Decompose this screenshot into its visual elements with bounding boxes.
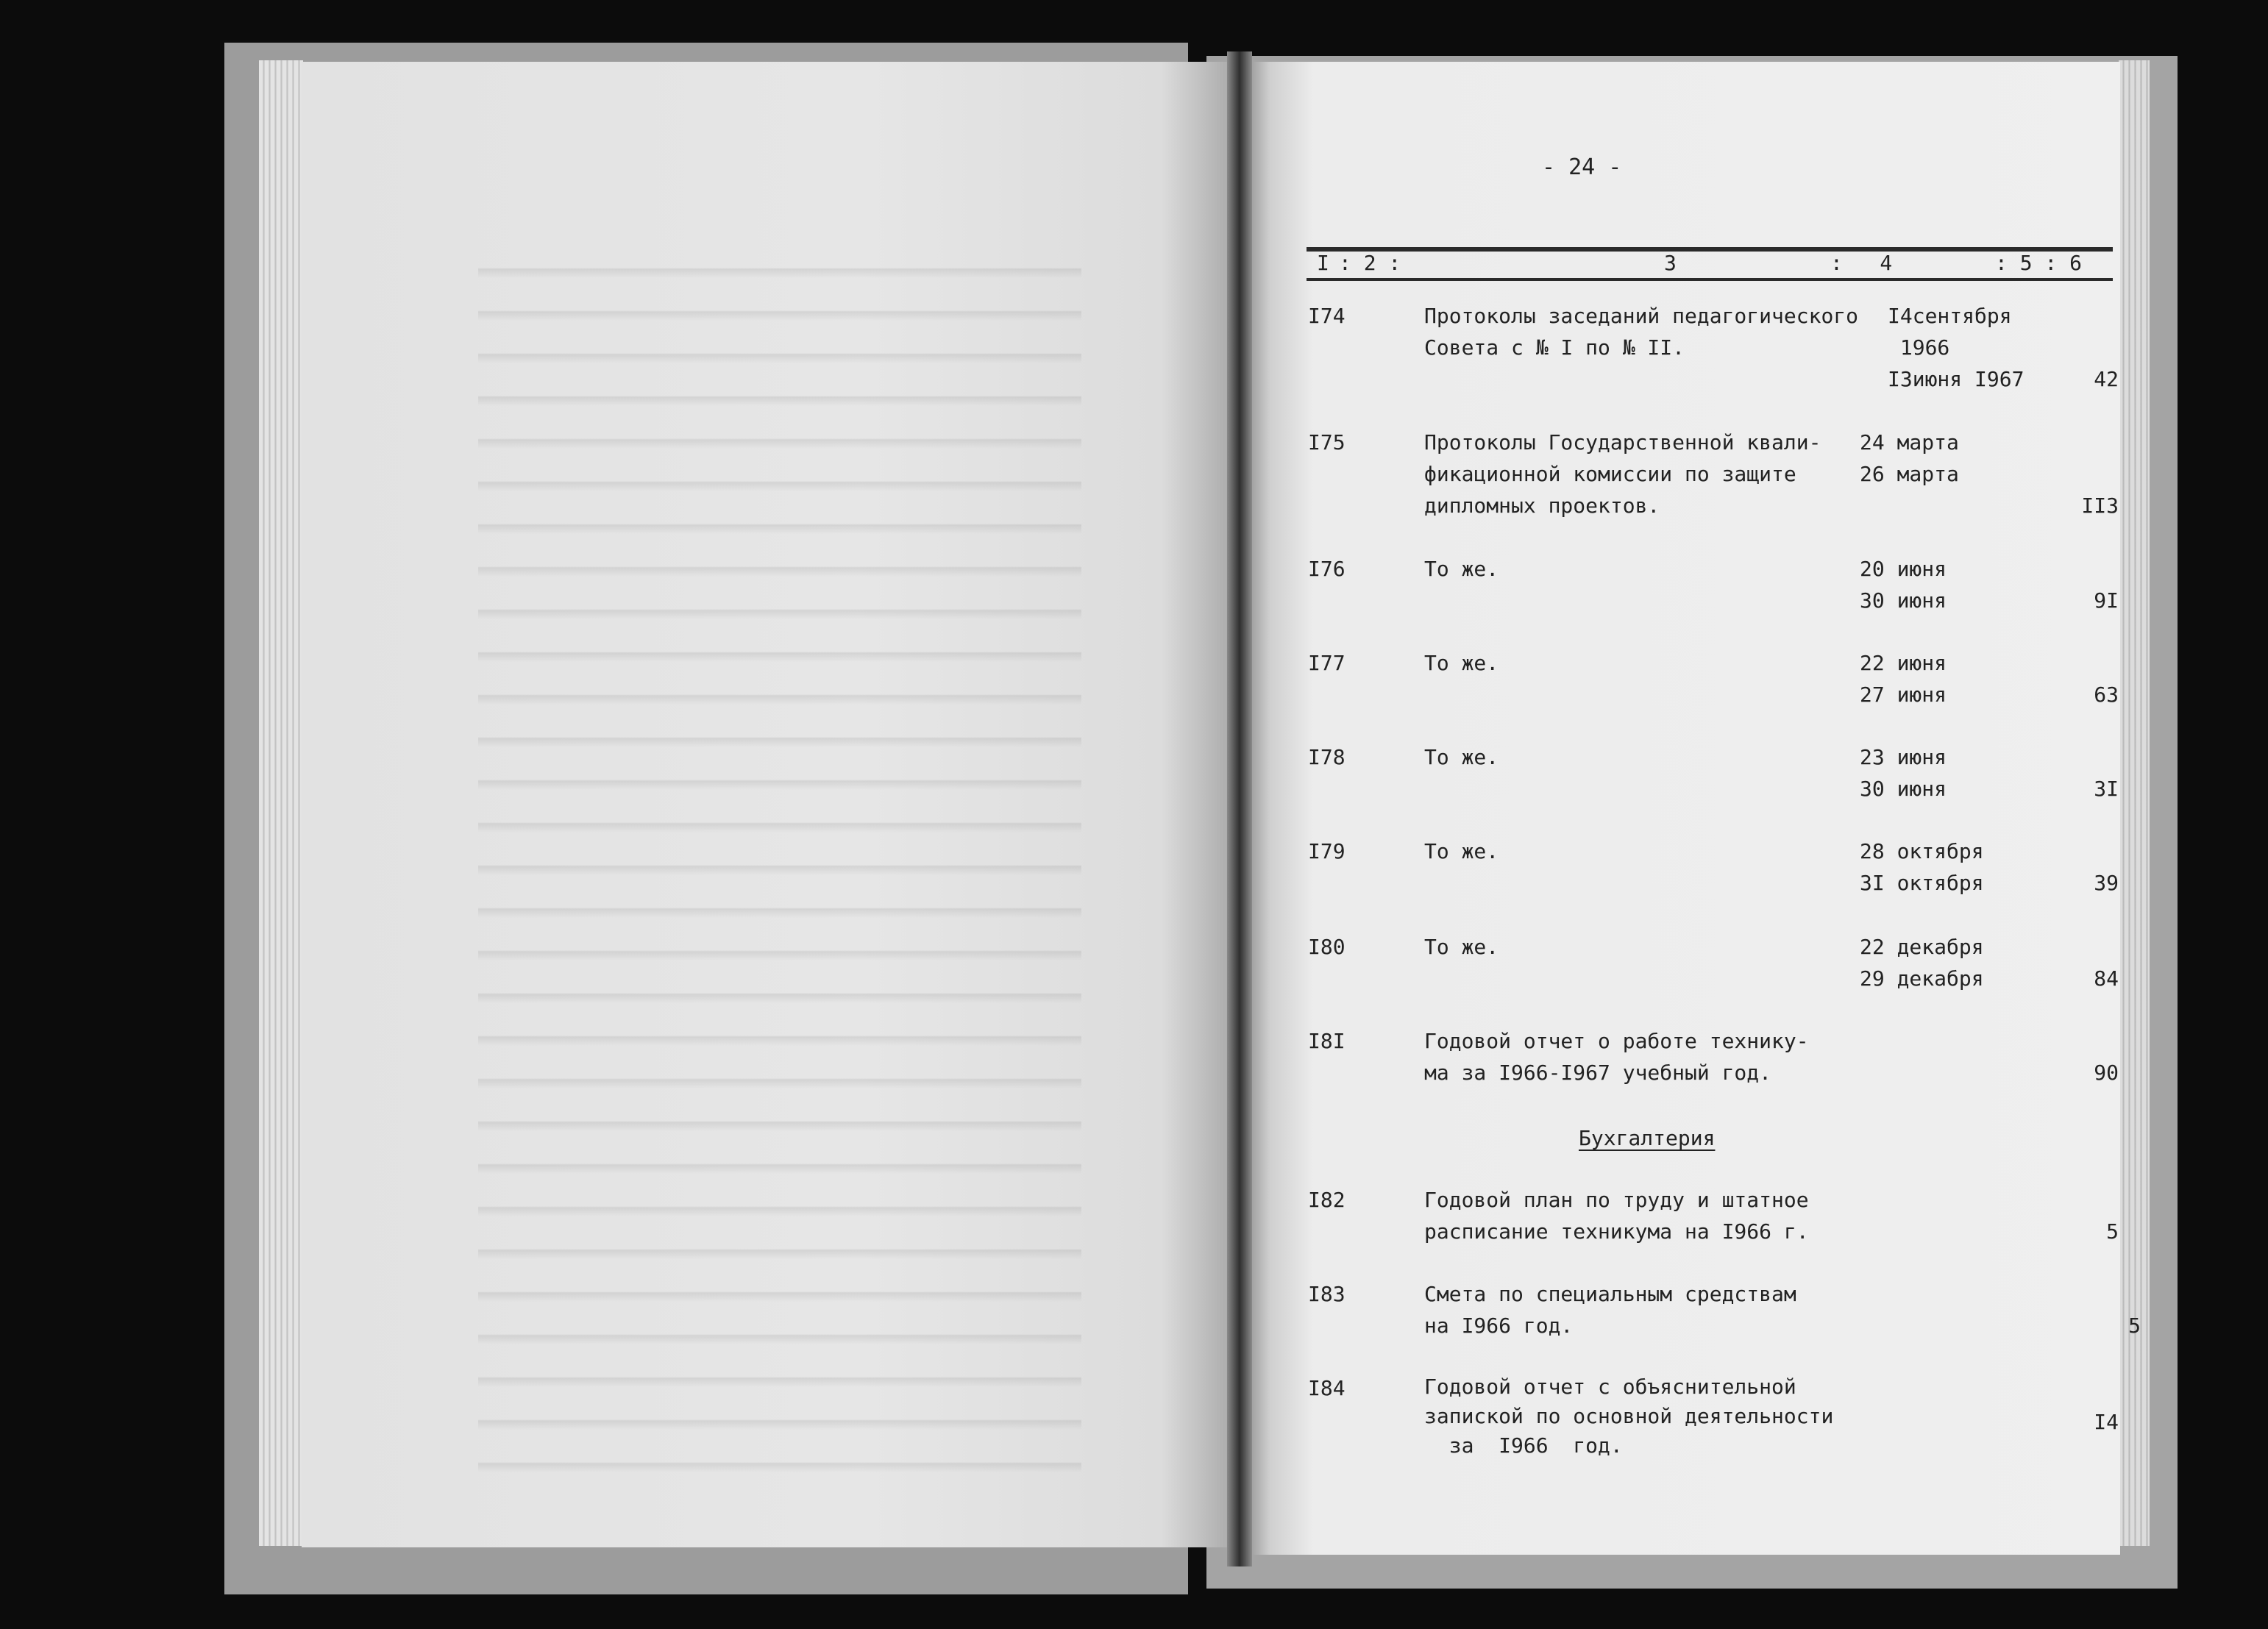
entry-number: I75 xyxy=(1308,430,1345,455)
entry-dates: 20 июня 30 июня xyxy=(1860,557,1947,613)
entry-number: I76 xyxy=(1308,557,1345,581)
entry-number: I80 xyxy=(1308,935,1345,959)
entry-description: То же. xyxy=(1424,557,1499,581)
header-col-4: : 4 xyxy=(1830,251,1893,275)
entry-sheets: 39 xyxy=(2094,871,2119,895)
entry-description: Протоколы заседаний педагогического Совета с № I по № II. xyxy=(1424,304,1859,360)
entry-dates: 23 июня 30 июня xyxy=(1860,745,1947,801)
page-stack-left xyxy=(259,60,303,1546)
header-col-3: 3 xyxy=(1664,251,1677,275)
entry-sheets: 63 xyxy=(2094,682,2119,707)
section-heading: Бухгалтерия xyxy=(1579,1126,1716,1150)
entry-description: То же. xyxy=(1424,651,1499,675)
entry-number: I82 xyxy=(1308,1188,1345,1212)
entry-sheets: II3 xyxy=(2081,493,2119,518)
entry-sheets: 5 xyxy=(2128,1313,2141,1338)
bleed-through-text xyxy=(478,235,1081,1486)
entry-sheets: 84 xyxy=(2094,966,2119,991)
entry-sheets: 90 xyxy=(2094,1061,2119,1085)
entry-dates: 22 июня 27 июня xyxy=(1860,651,1947,707)
entry-number: I74 xyxy=(1308,304,1345,328)
entry-description: Смета по специальным средствам на I966 год. xyxy=(1424,1282,1796,1338)
entry-description: То же. xyxy=(1424,745,1499,769)
entry-dates: 22 декабря 29 декабря xyxy=(1860,935,1984,991)
entry-sheets: 3I xyxy=(2094,777,2119,801)
entry-description: Годовой отчет с объяснительной запиской по основной деятельности за I966 год. xyxy=(1424,1375,1834,1458)
entry-number: I84 xyxy=(1308,1376,1345,1400)
entry-description: То же. xyxy=(1424,935,1499,959)
entry-description: Протоколы Государственной квали- фикационной комиссии по защите дипломных проектов. xyxy=(1424,430,1821,518)
table-header-rule-bottom xyxy=(1307,278,2113,281)
header-col-5-6: : 5 : 6 xyxy=(1995,251,2083,275)
entry-number: I83 xyxy=(1308,1282,1345,1306)
entry-dates: I4сентября 1966 I3июня I967 xyxy=(1888,304,2025,391)
entry-description: Годовой отчет о работе технику- ма за I966-I967 учебный год. xyxy=(1424,1029,1809,1085)
entry-description: Годовой план по труду и штатное расписание техникума на I966 г. xyxy=(1424,1188,1809,1244)
entry-sheets: I4 xyxy=(2094,1410,2119,1434)
entry-number: I78 xyxy=(1308,745,1345,769)
entry-dates: 28 октября 3I октября xyxy=(1860,839,1984,895)
entry-sheets: 9I xyxy=(2094,588,2119,613)
header-col-1: I xyxy=(1317,251,1329,275)
entry-number: I79 xyxy=(1308,839,1345,863)
header-col-2: : 2 : xyxy=(1339,251,1401,275)
entry-sheets: 42 xyxy=(2094,367,2119,391)
entry-number: I77 xyxy=(1308,651,1345,675)
entry-number: I8I xyxy=(1308,1029,1345,1053)
entry-sheets: 5 xyxy=(2106,1219,2119,1244)
table-header-rule-top xyxy=(1307,247,2113,252)
entry-dates: 24 марта 26 марта xyxy=(1860,430,1959,486)
entry-description: То же. xyxy=(1424,839,1499,863)
book-gutter xyxy=(1227,51,1252,1566)
page-number: - 24 - xyxy=(1542,154,1622,180)
